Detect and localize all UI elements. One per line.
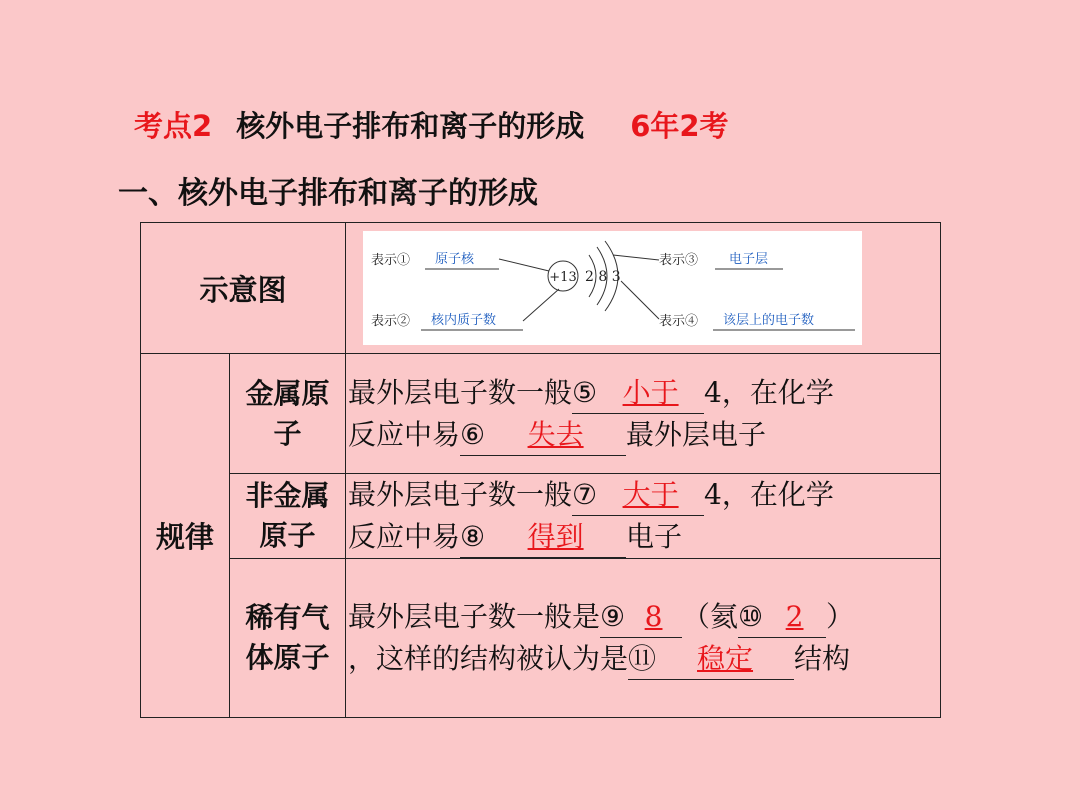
rule-text: 4，在化学 [704,478,834,511]
rule-description [346,474,941,559]
rule-line-2 [348,516,940,558]
answer-blank [600,596,682,638]
blank-number: ⑪ [628,642,657,675]
atom-type-line1: 非金属 [245,479,330,512]
rule-row-noble-gas [141,559,941,718]
atom-type-line2: 子 [273,416,302,450]
rule-line-1 [348,474,940,516]
rule-text: （氦 [682,600,739,633]
pointer-3 [613,255,659,260]
rule-text: 4，在化学 [704,375,834,409]
label-3: 表示③ [659,253,699,268]
rule-line-2 [348,638,940,680]
rule-text: 反应中易 [348,520,461,553]
rules-label-cell [141,354,230,718]
blank-answer: 得到 [527,520,584,553]
atom-type-line2: 体原子 [245,641,330,674]
rule-description [346,354,941,474]
pointer-2 [523,289,559,321]
section-heading [134,104,729,145]
rule-description [346,559,941,718]
subheading: 一、核外电子排布和离子的形成 [118,176,538,211]
diagram-label-cell [141,223,346,354]
blank-number: ⑧ [460,520,486,553]
rule-text: 结构 [794,642,851,675]
atom-type-cell [230,354,346,474]
rule-text: 最外层电子数一般 [348,375,573,409]
rule-text: 最外层电子数一般是 [348,600,601,633]
pointer-1 [499,259,549,271]
answer-2: 核内质子数 [431,313,497,328]
shell-electrons: 2 8 3 [585,269,621,285]
answer-4: 该层上的电子数 [723,313,815,328]
rule-row-metal [141,354,941,474]
rule-text: ，这样的结构被认为是 [348,642,629,675]
rule-text: ） [826,600,855,633]
rule-text: 最外层电子数一般 [348,478,573,511]
exam-frequency: 6年2考 [630,109,729,143]
atom-type-line1: 金属原 [245,376,330,410]
atom-type-line1: 稀有气 [245,601,330,634]
blank-answer: 大于 [622,478,679,511]
atom-type-cell [230,474,346,559]
blank-answer: 2 [785,600,804,633]
label-1: 表示① [371,253,411,268]
nucleus-charge: +13 [549,270,577,285]
blank-number: ⑥ [460,417,486,451]
rule-text: 最外层电子 [626,417,767,451]
pointer-4 [621,281,659,319]
rule-line-2 [348,414,940,456]
rule-text: 反应中易 [348,417,461,451]
answer-blank [628,638,794,680]
blank-number: ⑩ [738,600,764,633]
diagram-label: 示意图 [199,272,287,307]
atom-type-cell [230,559,346,718]
answer-blank [738,596,826,638]
atom-structure-svg [363,231,862,345]
diagram-cell [346,223,941,354]
exam-point-topic: 核外电子排布和离子的形成 [236,109,585,143]
blank-number: ⑤ [572,375,598,409]
summary-table [140,222,941,718]
exam-point-label: 考点2 [134,109,213,143]
answer-3: 电子层 [729,252,769,267]
diagram-row [141,223,941,354]
label-4: 表示④ [659,314,699,329]
atom-structure-diagram [363,231,862,345]
rule-line-1 [348,596,940,638]
blank-answer: 8 [644,600,663,633]
blank-number: ⑨ [600,600,626,633]
answer-1: 原子核 [435,252,475,267]
answer-blank [460,414,626,456]
blank-answer: 失去 [527,417,584,451]
blank-number: ⑦ [572,478,598,511]
atom-type-line2: 原子 [259,519,316,552]
rule-row-nonmetal [141,474,941,559]
rule-line-1 [348,372,940,414]
rule-text: 电子 [626,520,683,553]
rules-label: 规律 [155,520,214,554]
answer-blank [572,474,704,516]
answer-blank [572,372,704,414]
blank-answer: 稳定 [697,642,754,675]
blank-answer: 小于 [622,375,679,409]
answer-blank [460,516,626,558]
label-2: 表示② [371,314,411,329]
